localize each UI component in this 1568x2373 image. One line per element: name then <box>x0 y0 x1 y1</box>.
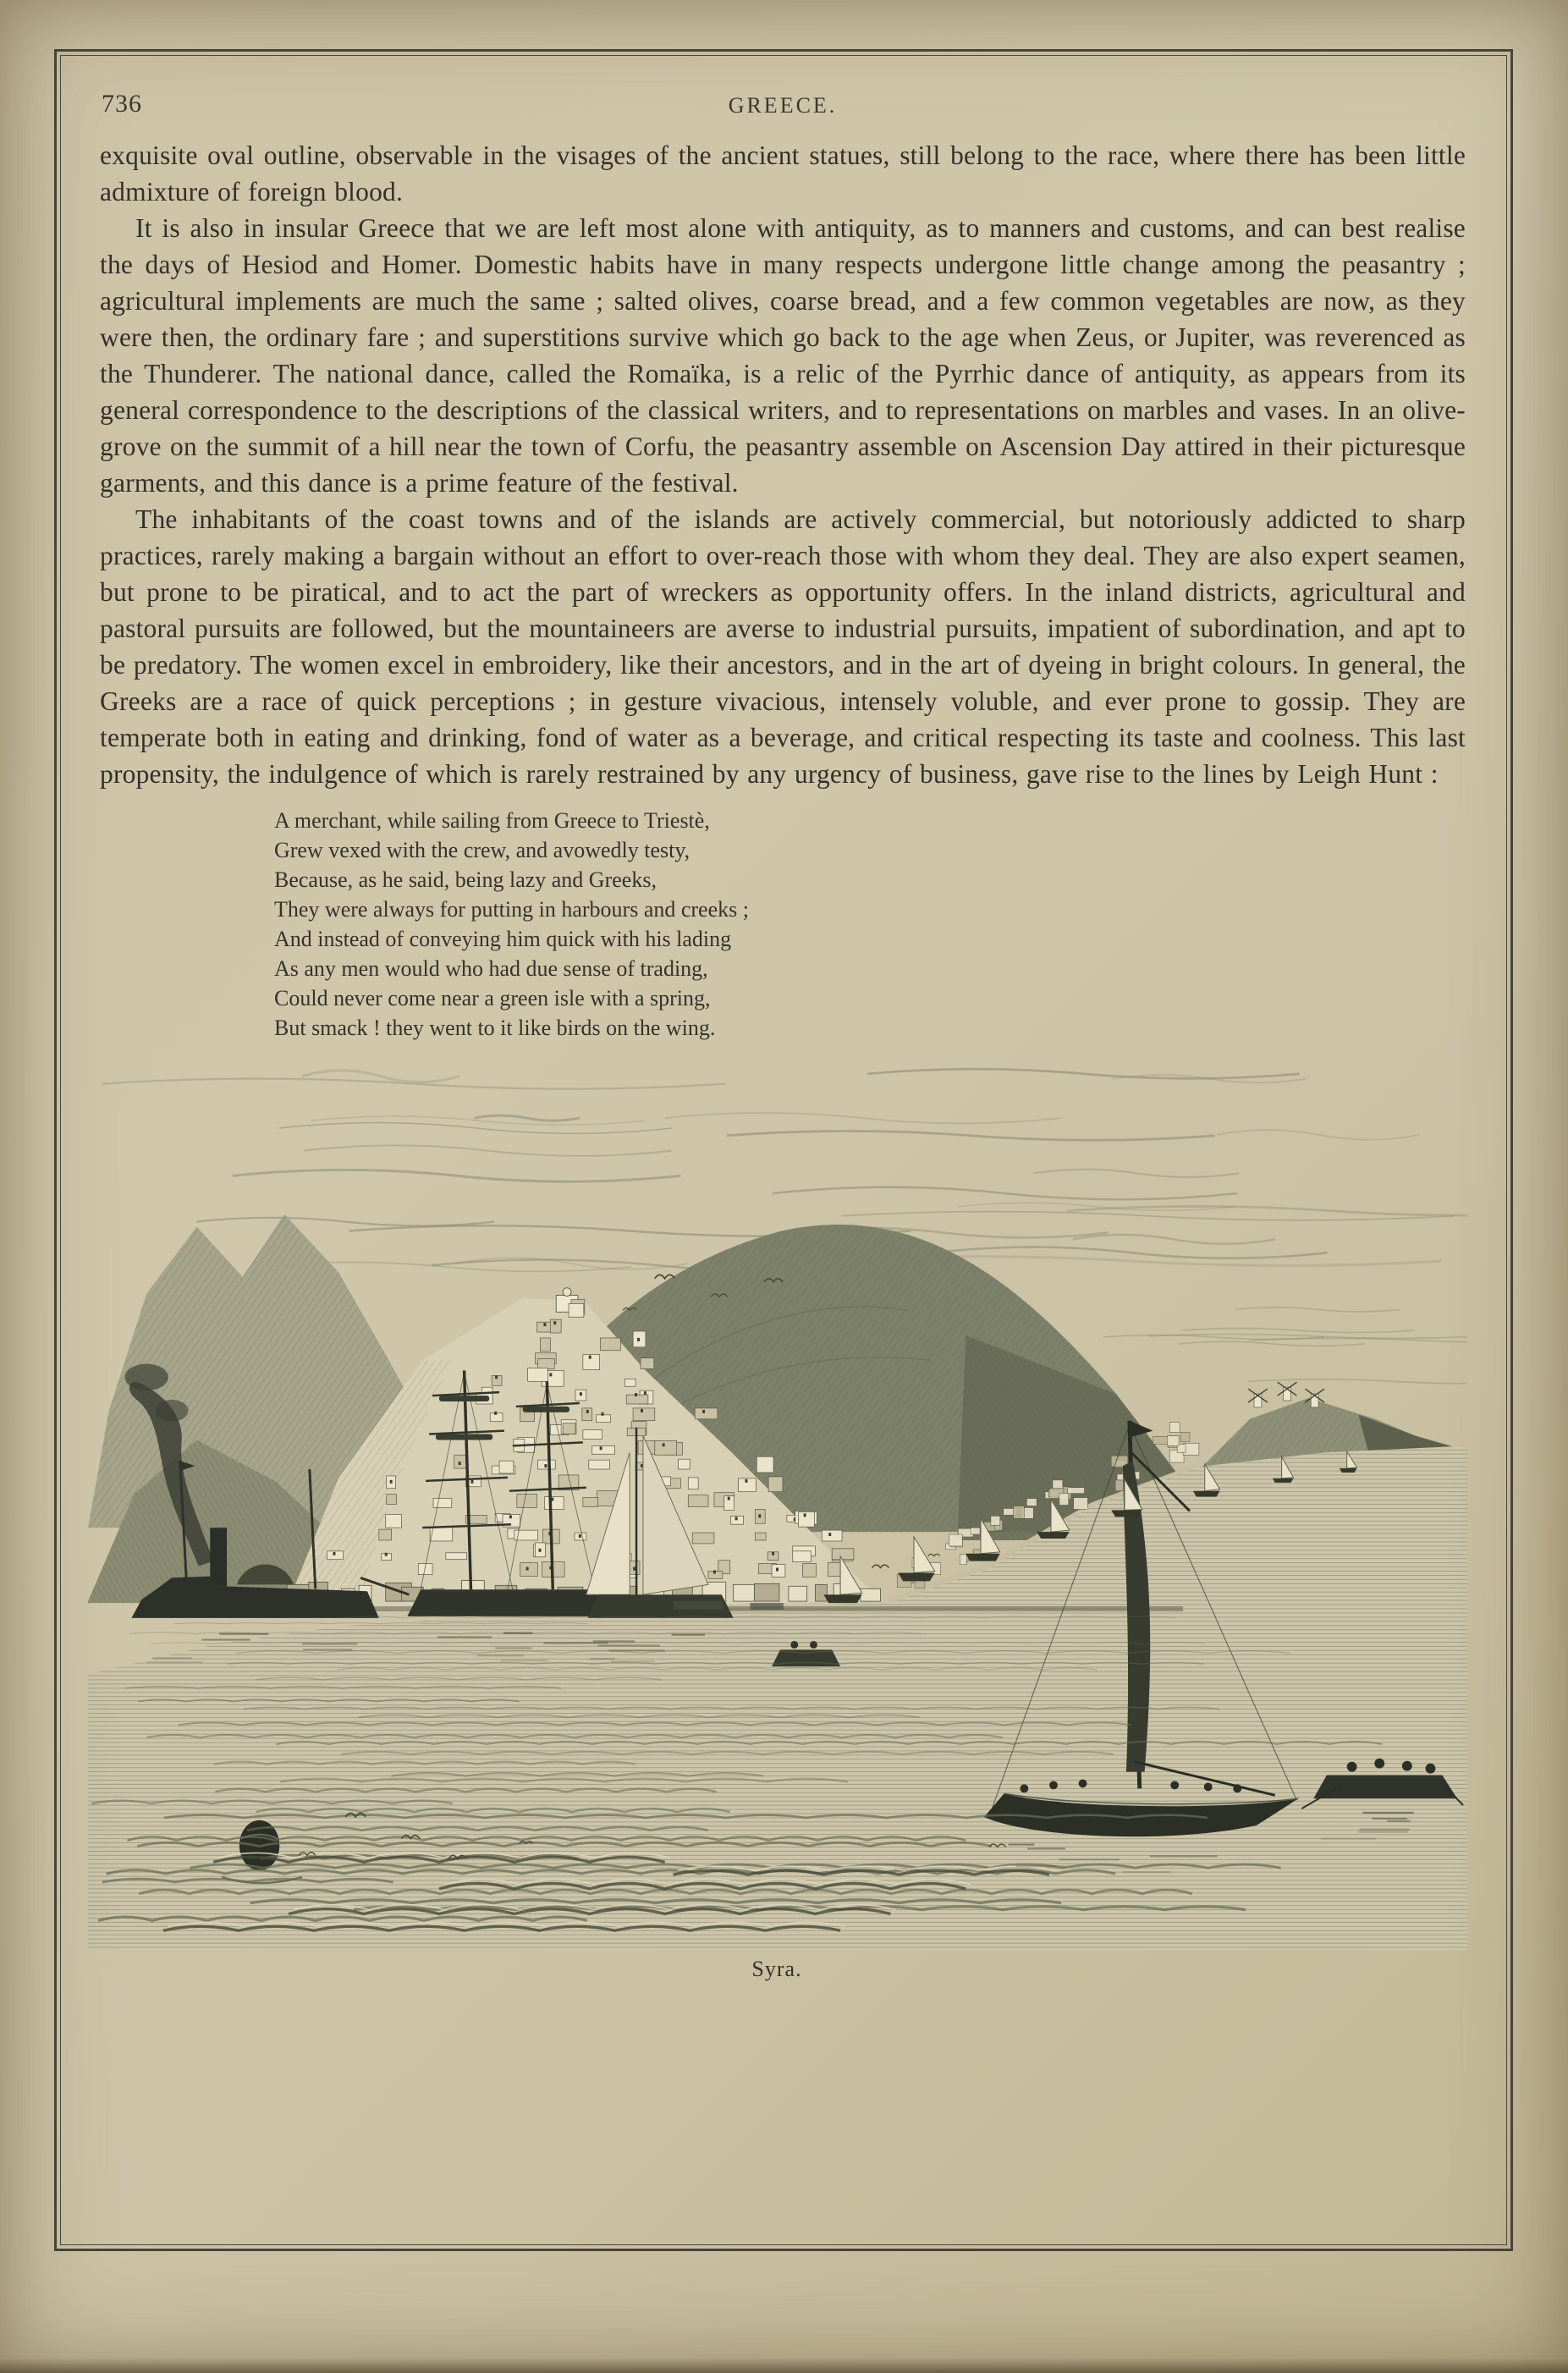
syra-harbor-engraving <box>88 1060 1467 1950</box>
paragraph: The inhabitants of the coast towns and of the islands are actively commercial, but notoriously addicted to sharp practices, rarely making a bargain without an effort to over-reach those with whom they deal. They are also expert seamen, but prone to be piratical, and to act the part of wreckers as opportunity offers. In the inland districts, agricultural and pastoral pursuits are followed, but the mountaineers are averse to industrial pursuits, impatient of subordination, and apt to be predatory. The women excel in embroidery, like their ancestors, and in the art of dyeing in bright colours. In general, the Greeks are a race of quick perceptions ; in gesture vivacious, intensely voluble, and ever prone to gossip. They are temperate both in eating and drinking, fond of water as a beverage, and critical respecting its taste and coolness. This last propensity, the indulgence of which is rarely restrained by any urgency of business, gave rise to the lines by Leigh Hunt : <box>100 504 1466 789</box>
poem-line: But smack ! they went to it like birds on the wing. <box>274 1016 716 1040</box>
illustration-figure <box>88 1060 1466 1982</box>
page-content <box>61 56 1506 2244</box>
poem-line: Grew vexed with the crew, and avowedly testy, <box>274 838 690 862</box>
windmill-icon <box>1248 1382 1324 1407</box>
poem-line: As any men would who had due sense of trading, <box>274 956 708 981</box>
poem-block <box>274 806 1466 1043</box>
poem-line: Because, as he said, being lazy and Greeks, <box>274 867 657 892</box>
page-header <box>100 88 1466 125</box>
poem-line: They were always for putting in harbours and creeks ; <box>274 897 749 922</box>
paragraph: It is also in insular Greece that we are left most alone with antiquity, as to manners and customs, and can best realise the days of Hesiod and Homer. Domestic habits have in many respects undergone little change among the peasantry ; agricultural implements are much the same ; salted olives, coarse bread, and a few common vegetables are now, as they were then, the ordinary fare ; and superstitions survive which go back to the age when Zeus, or Jupiter, was reverenced as the Thunderer. The national dance, called the Romaïka, is a relic of the Pyrrhic dance of antiquity, as appears from its general correspondence to the descriptions of the classical writers, and to representations on marbles and vases. In an olive-grove on the summit of a hill near the town of Corfu, the peasantry assemble on Ascension Day attired in their picturesque garments, and this dance is a prime feature of the festival. <box>100 213 1466 498</box>
poem-line: Could never come near a green isle with a spring, <box>274 986 711 1010</box>
running-header: GREECE. <box>728 93 838 118</box>
poem-line: And instead of conveying him quick with his lading <box>274 927 732 951</box>
illustration-caption: Syra. <box>751 1957 802 1981</box>
page-number: 736 <box>102 90 142 118</box>
page-frame <box>54 49 1513 2251</box>
paragraph-continuation: exquisite oval outline, observable in the visages of the ancient statues, still belong to the race, where there has been little admixture of foreign blood. <box>100 140 1466 206</box>
body-text <box>100 137 1466 792</box>
poem-line: A merchant, while sailing from Greece to Triestè, <box>274 808 710 833</box>
